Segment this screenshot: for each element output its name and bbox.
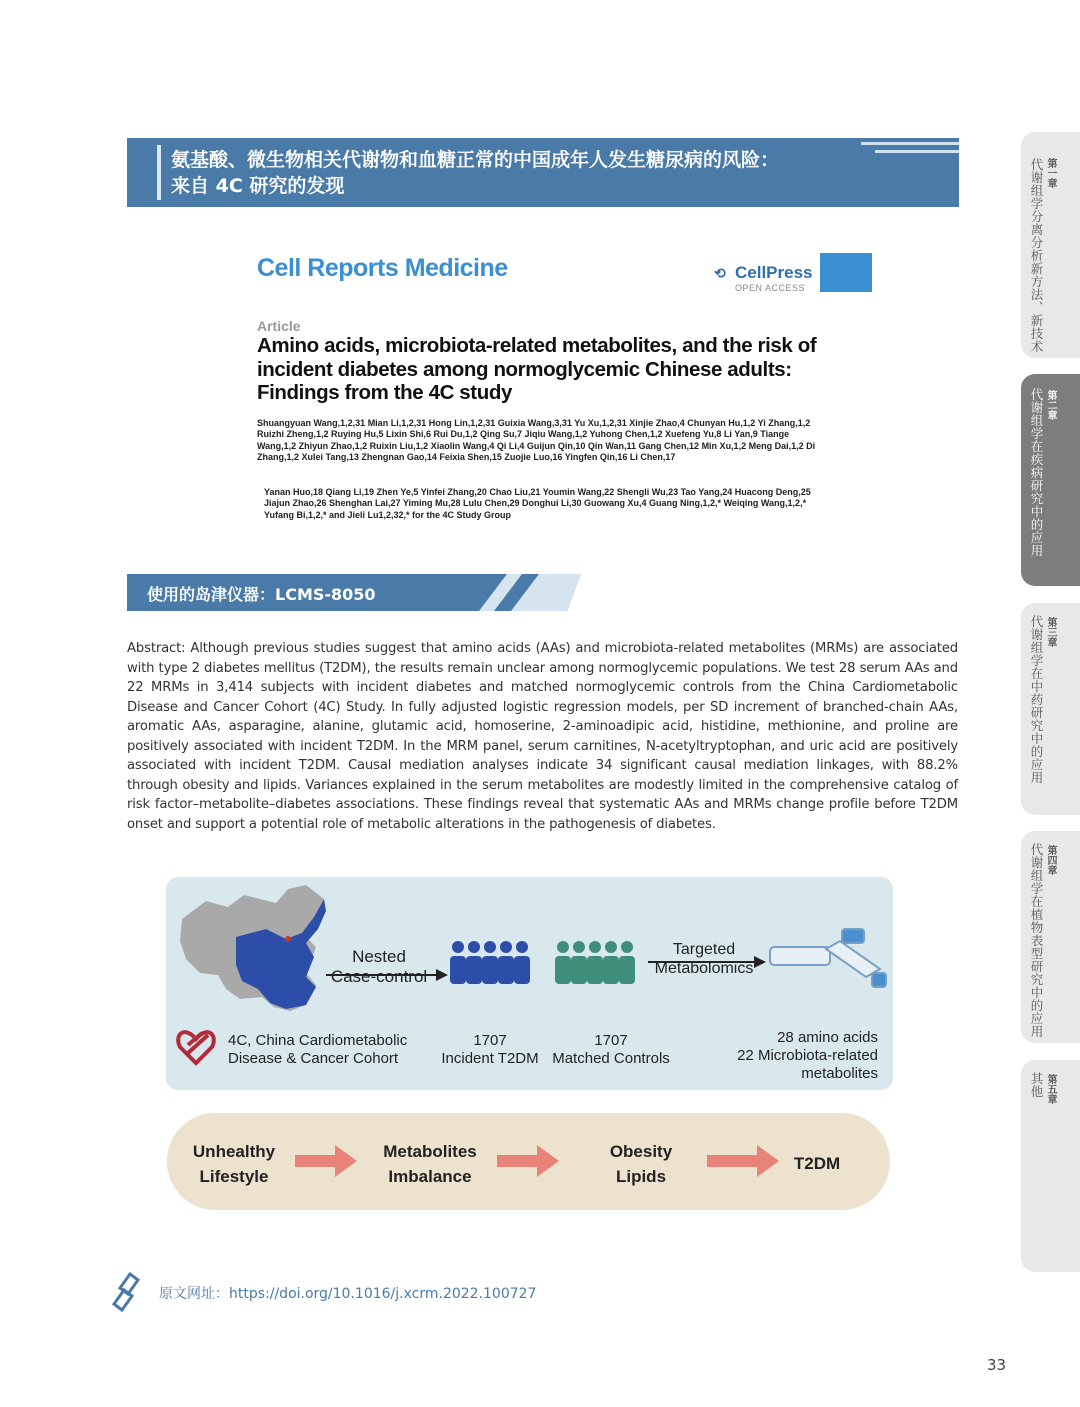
title-banner — [127, 138, 959, 207]
nested-label — [326, 947, 432, 987]
cohort-line2: Disease & Cancer Cohort — [228, 1050, 399, 1067]
source-link[interactable] — [159, 1283, 536, 1303]
flow-step-metabolites — [367, 1139, 493, 1189]
author-list-1: Shuangyuan Wang,1,2,31 Mian Li,1,2,31 Hong Lin,1,2,31 Guixia Wang,3,31 Yu Xu,1,2,31 Xinjie Zhao,4 Chunyan Hu,1,2 Yi Zhang,1,2 Ruizhi Zheng,1,2 Ruying Hu,5 Lixin Shi,6 Rui Du,1,2 Qing Su,7 Jiqiu Wang,1,2 Yuhong Chen,1,2 Xuefeng Yu,8 Li Yan,9 Tiange Wang,1,2 Zhiyun Zhao,1,2 Ruixin Liu,1,2 Xiaolin Wang,4 Qi Li,4 Guijun Qin,10 Qin Wan,11 Gang Chen,12 Min Xu,1,2 Meng Dai,1,2 Di Zhang,1,2 Xulei Tang,13 Zhengnan Gao,14 Feixia Shen,15 Zuojie Luo,16 Yingfen Qin,16 Li Chen,17 — [257, 418, 816, 462]
publisher-name: CellPress — [735, 263, 813, 282]
chapter-title: 代谢组学分离分析新方法、新技术 — [1029, 158, 1044, 353]
nested-line2: Case-control — [330, 967, 428, 986]
chapter-tab-4[interactable] — [1021, 831, 1080, 1043]
chapter-tab-5[interactable] — [1021, 1060, 1080, 1272]
metabolites-label — [718, 1029, 878, 1083]
chapter-number: 第五章 — [1045, 1074, 1056, 1104]
aa-line2: 22 Microbiota-related — [737, 1047, 878, 1064]
chapter-number: 第一章 — [1045, 158, 1056, 188]
cohort-line1: 4C, China Cardiometabolic — [228, 1032, 408, 1049]
abstract-text: Abstract: Although previous studies suggest that amino acids (AAs) and microbiota-related metabolites (MRMs) are associated with type 2 diabetes mellitus (T2DM), the results remain unclear among normoglycemic populations. We test 28 serum AAs and 22 MRMs in 3,414 subjects with incident diabetes and matched normoglycemic controls from the China Cardiometabolic Disease and Cancer Cohort (4C) Study. In fully adjusted logistic regression models, per SD increment of branched-chain AAs, aromatic AAs, asparagine, alanine, glutamic acid, homoserine, 2-aminoadipic acid, histidine, methionine, and proline are positively associated with incident T2DM. In the MRM panel, serum carnitines, N-acetyltryptophan, and uric acid are positively associated with incident T2DM. Causal mediation analyses indicate 34 significant causal mediation linkages, with 88.2% through obesity and lipids. Variances explained in the serum metabolites are modestly limited in the comprehensive catalog of risk factor–metabolite–diabetes associations. These findings reveal that systematic AAs and MRMs change profile before T2DM onset and support a potential role of metabolic alterations in the pathogenesis of diabetes. — [127, 641, 958, 832]
chapter-title: 其他 — [1029, 1072, 1044, 1098]
instrument-label: 使用的岛津仪器：LCMS-8050 — [147, 585, 376, 604]
author-list-2: Yanan Huo,18 Qiang Li,19 Zhen Ye,5 Yinfei Zhang,20 Chao Liu,21 Youmin Wang,22 Shengli Wu,23 Tao Yang,24 Huacong Deng,25 Jiajun Zhao,26 Shenghan Lai,27 Yiming Mu,28 Lulu Chen,29 Donghui Li,30 Guowang Xu,4 Guang Ning,1,2,* Weiqing Wang,1,2,* Yufang Bi,1,2,* and Jieli Lu1,2,32,* for the 4C Study Group — [264, 487, 811, 520]
flow-step-line2: Lipids — [615, 1167, 667, 1186]
cohort-label — [228, 1032, 418, 1068]
targeted-label — [648, 940, 760, 978]
chapter-number: 第三章 — [1045, 617, 1056, 647]
lcms-instrument-icon — [770, 929, 886, 987]
controls-count: 1707 — [594, 1032, 628, 1049]
incident-people-icon — [450, 941, 530, 984]
chapter-title: 代谢组学在中药研究中的应用 — [1029, 615, 1044, 784]
page-number: 33 — [987, 1356, 1007, 1374]
targeted-line2: Metabolomics — [654, 960, 754, 977]
causal-flow-panel — [167, 1113, 890, 1210]
page-title-line2: 来自 4C 研究的发现 — [171, 175, 345, 197]
aa-line3: metabolites — [801, 1065, 878, 1082]
paper-title: Amino acids, microbiota-related metabolites, and the risk of incident diabetes among normoglycemic Chinese adults: Findings from the 4C study — [257, 334, 817, 404]
flow-step-line1: T2DM — [793, 1154, 841, 1173]
banner-accent-bar — [157, 145, 161, 200]
chapter-tab-2[interactable] — [1021, 374, 1080, 586]
source-link-url[interactable]: https://doi.org/10.1016/j.xcrm.2022.100727 — [229, 1286, 537, 1302]
chapter-title: 代谢组学在疾病研究中的应用 — [1029, 388, 1044, 557]
chapter-number: 第二章 — [1045, 390, 1056, 420]
incident-count: 1707 — [473, 1032, 507, 1049]
publisher-logo — [714, 263, 813, 283]
aa-line1: 28 amino acids — [777, 1029, 878, 1046]
journal-color-block — [820, 253, 872, 292]
controls-count-label — [548, 1032, 674, 1068]
article-type: Article — [257, 318, 301, 334]
page-title — [171, 147, 779, 199]
instrument-banner — [127, 574, 581, 611]
chapter-number: 第四章 — [1045, 845, 1056, 875]
flow-step-line2: Imbalance — [388, 1167, 472, 1186]
flow-step-line1: Unhealthy — [192, 1142, 276, 1161]
flow-step-line2: Lifestyle — [199, 1167, 269, 1186]
flow-step-t2dm — [781, 1151, 853, 1176]
flow-step-line1: Metabolites — [383, 1142, 477, 1161]
graphical-abstract-top — [166, 877, 893, 1090]
chapter-tab-1[interactable] — [1021, 132, 1080, 358]
link-icon — [110, 1270, 144, 1312]
open-access-label: OPEN ACCESS — [735, 283, 806, 293]
incident-count-label — [436, 1032, 544, 1068]
chapter-title: 代谢组学在植物表型研究中的应用 — [1029, 843, 1044, 1038]
control-people-icon — [555, 941, 635, 984]
journal-name: Cell Reports Medicine — [257, 254, 508, 282]
flow-step-line1: Obesity — [609, 1142, 673, 1161]
china-map-icon — [180, 885, 326, 1011]
page-title-line1: 氨基酸、微生物相关代谢物和血糖正常的中国成年人发生糖尿病的风险： — [171, 149, 780, 171]
chapter-tab-3[interactable] — [1021, 603, 1080, 815]
controls-label: Matched Controls — [552, 1050, 670, 1067]
incident-label: Incident T2DM — [441, 1050, 539, 1067]
targeted-line1: Targeted — [672, 941, 736, 958]
cohort-heart-icon — [178, 1032, 214, 1063]
banner-decoration — [861, 142, 959, 158]
source-link-label: 原文网址： — [159, 1286, 229, 1302]
cellpress-icon: ⟲ — [714, 265, 726, 281]
flow-step-obesity — [587, 1139, 695, 1189]
nested-line1: Nested — [352, 947, 406, 966]
flow-step-lifestyle — [181, 1139, 287, 1189]
